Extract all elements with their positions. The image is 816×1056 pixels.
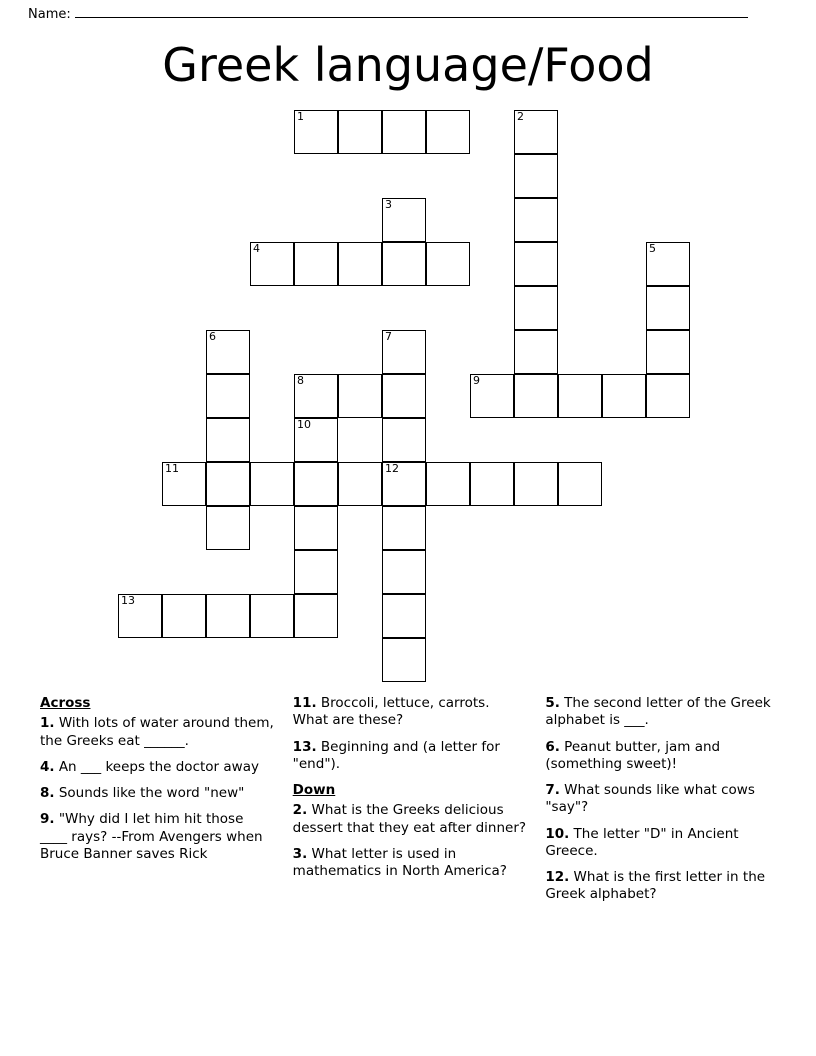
clue-number: 2. (292, 802, 308, 819)
cell-number: 3 (385, 198, 392, 211)
clue-item (40, 811, 275, 863)
clue-text: An ___ keeps the doctor away (54, 758, 259, 775)
cell-number: 4 (253, 242, 260, 255)
clue-item (293, 802, 528, 837)
crossword-cell[interactable] (382, 242, 426, 286)
crossword-cell[interactable] (382, 374, 426, 418)
clue-number: 7. (545, 782, 560, 799)
clue-text: The letter "D" in Ancient Greece. (545, 825, 739, 859)
clue-item (545, 739, 780, 774)
clue-item (293, 695, 528, 730)
crossword-cell[interactable] (646, 330, 690, 374)
clue-text: What letter is used in mathematics in North America? (292, 845, 507, 880)
clue-number: 8. (40, 785, 55, 802)
crossword-cell[interactable] (558, 462, 602, 506)
clue-number: 3. (292, 845, 308, 862)
clue-item (545, 869, 780, 904)
clue-number: 12. (545, 869, 570, 886)
cell-number: 9 (473, 374, 480, 387)
cell-number: 11 (165, 462, 179, 475)
clue-item (40, 715, 275, 750)
down-heading: Down (292, 782, 336, 799)
crossword-cell[interactable] (602, 374, 646, 418)
clue-item (40, 759, 275, 776)
crossword-grid[interactable] (0, 100, 816, 700)
crossword-cell[interactable] (338, 110, 382, 154)
across-heading: Across (40, 695, 91, 711)
crossword-cell[interactable] (162, 462, 206, 506)
page-title: Greek language/Food (162, 38, 654, 92)
crossword-cell[interactable] (470, 462, 514, 506)
name-label: Name: (28, 7, 71, 22)
clue-item (545, 782, 780, 817)
cell-number: 6 (209, 330, 216, 343)
crossword-cell[interactable] (294, 242, 338, 286)
crossword-cell[interactable] (514, 242, 558, 286)
crossword-cell[interactable] (206, 330, 250, 374)
clue-number: 1. (40, 715, 55, 732)
crossword-cell[interactable] (206, 506, 250, 550)
crossword-cell[interactable] (426, 110, 470, 154)
clue-text: With lots of water around them, the Greeks eat ______. (40, 715, 274, 749)
clue-text: Sounds like the word "new" (54, 785, 245, 802)
clue-text: What is the first letter in the Greek alphabet? (545, 869, 766, 903)
crossword-cell[interactable] (118, 594, 162, 638)
crossword-cell[interactable] (514, 374, 558, 418)
crossword-cell[interactable] (294, 110, 338, 154)
crossword-cell[interactable] (382, 506, 426, 550)
crossword-cell[interactable] (206, 374, 250, 418)
clue-text: Broccoli, lettuce, carrots. What are these? (292, 695, 490, 729)
cell-number: 7 (385, 330, 392, 343)
cell-number: 2 (517, 110, 524, 123)
crossword-cell[interactable] (558, 374, 602, 418)
crossword-cell[interactable] (382, 330, 426, 374)
crossword-cell[interactable] (382, 462, 426, 506)
crossword-cell[interactable] (646, 374, 690, 418)
crossword-cell[interactable] (382, 594, 426, 638)
crossword-cell[interactable] (250, 594, 294, 638)
cell-number: 13 (121, 594, 135, 607)
clue-text: Peanut butter, jam and (something sweet)! (545, 738, 721, 772)
crossword-cell[interactable] (382, 638, 426, 682)
clue-column-2-items (293, 695, 528, 880)
clue-number: 6. (545, 738, 560, 755)
clue-text: Beginning and (a letter for "end"). (292, 738, 500, 772)
crossword-cell[interactable] (382, 418, 426, 462)
crossword-cell[interactable] (294, 550, 338, 594)
crossword-cell[interactable] (426, 242, 470, 286)
clue-text: What sounds like what cows "say"? (545, 782, 755, 816)
clue-list (40, 695, 780, 913)
crossword-cell[interactable] (294, 506, 338, 550)
clue-text: What is the Greeks delicious dessert that they eat after dinner? (292, 802, 527, 836)
crossword-cell[interactable] (162, 594, 206, 638)
clue-item (40, 785, 275, 802)
clue-number: 11. (292, 695, 317, 711)
crossword-cell[interactable] (514, 154, 558, 198)
crossword-cell[interactable] (514, 462, 558, 506)
crossword-cell[interactable] (294, 418, 338, 462)
clue-text: The second letter of the Greek alphabet is ___. (545, 695, 771, 729)
clue-item (545, 695, 780, 730)
crossword-cell[interactable] (294, 374, 338, 418)
clue-column-1 (40, 695, 275, 913)
crossword-cell[interactable] (514, 286, 558, 330)
name-write-line[interactable] (75, 4, 748, 18)
crossword-cell[interactable] (646, 242, 690, 286)
clue-column-3 (545, 695, 780, 913)
crossword-cell[interactable] (206, 594, 250, 638)
clue-number: 5. (545, 695, 560, 711)
crossword-cell[interactable] (294, 462, 338, 506)
cell-number: 1 (297, 110, 304, 123)
crossword-cell[interactable] (514, 330, 558, 374)
crossword-cell[interactable] (250, 242, 294, 286)
name-field-row (28, 4, 748, 22)
clue-column-1-items (40, 715, 275, 863)
clue-number: 4. (40, 758, 55, 775)
crossword-cell[interactable] (470, 374, 514, 418)
clue-item (545, 826, 780, 861)
crossword-cell[interactable] (294, 594, 338, 638)
crossword-cell[interactable] (382, 550, 426, 594)
clue-column-2 (293, 695, 528, 913)
cell-number: 12 (385, 462, 399, 475)
clue-item (293, 846, 528, 881)
crossword-cell[interactable] (338, 242, 382, 286)
clue-number: 13. (292, 738, 317, 755)
crossword-cell[interactable] (250, 462, 294, 506)
crossword-cell[interactable] (206, 418, 250, 462)
crossword-cell[interactable] (338, 374, 382, 418)
clue-number: 10. (545, 825, 570, 842)
crossword-cell[interactable] (514, 110, 558, 154)
crossword-cell[interactable] (382, 110, 426, 154)
clue-column-3-items (545, 695, 780, 904)
crossword-cell[interactable] (206, 462, 250, 506)
crossword-cell[interactable] (514, 198, 558, 242)
crossword-cell[interactable] (646, 286, 690, 330)
cell-number: 10 (297, 418, 311, 431)
crossword-cell[interactable] (338, 462, 382, 506)
cell-number: 5 (649, 242, 656, 255)
clue-item (293, 739, 528, 774)
crossword-cell[interactable] (426, 462, 470, 506)
clue-text: "Why did I let him hit those ____ rays? --From Avengers when Bruce Banner saves Rick (40, 811, 263, 862)
clue-number: 9. (40, 811, 55, 828)
crossword-cell[interactable] (382, 198, 426, 242)
cell-number: 8 (297, 374, 304, 387)
